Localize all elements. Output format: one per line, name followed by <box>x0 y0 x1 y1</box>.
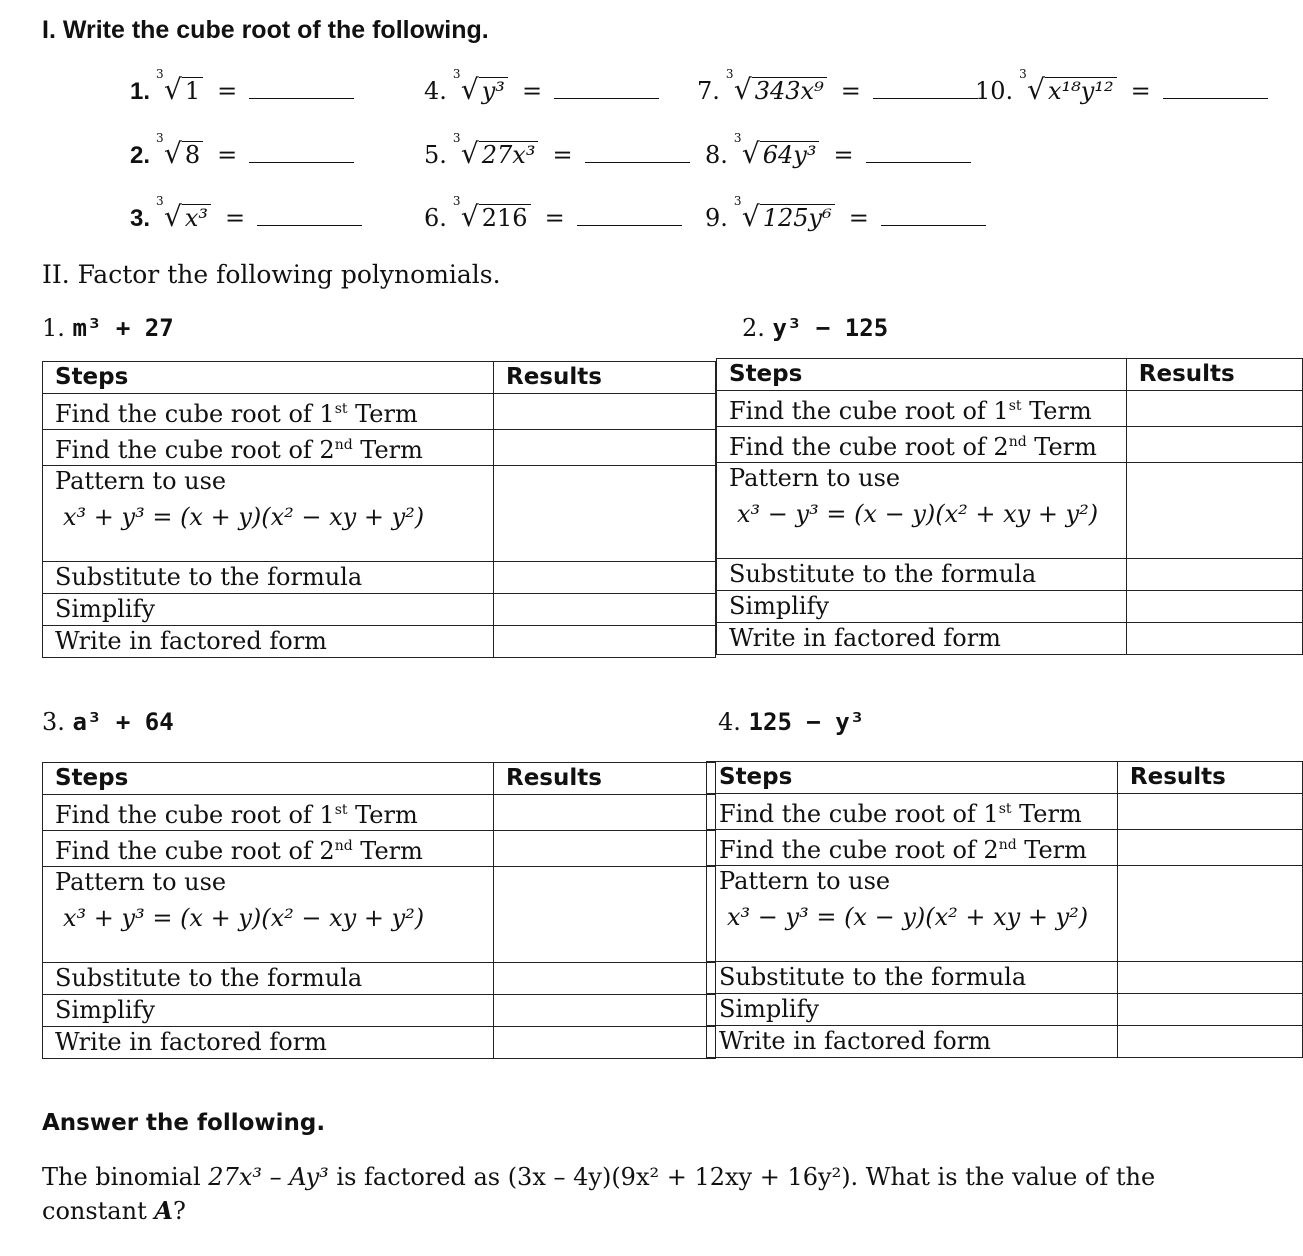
equals-sign: = <box>840 77 861 105</box>
result-cell[interactable] <box>1126 559 1302 591</box>
answer-blank[interactable] <box>585 140 690 163</box>
result-cell[interactable] <box>1117 1026 1302 1058</box>
item-number: 6. <box>424 204 447 232</box>
step-label: Write in factored form <box>729 624 1001 652</box>
result-cell[interactable] <box>1126 591 1302 623</box>
result-cell[interactable] <box>494 831 716 867</box>
equals-sign: = <box>848 204 869 232</box>
question-end: ? <box>172 1197 186 1225</box>
equals-sign: = <box>225 204 246 232</box>
step-label: Pattern to use <box>729 464 901 492</box>
equals-sign: = <box>217 141 238 169</box>
cube-root-item <box>697 67 978 106</box>
problem-number: 4. <box>718 708 741 736</box>
radicand: 216 <box>479 204 531 231</box>
steps-header: Steps <box>43 763 494 795</box>
problem-expression: m³ + 27 <box>72 314 174 342</box>
results-header: Results <box>494 763 716 795</box>
steps-table <box>42 361 716 658</box>
step-cell <box>717 591 1127 623</box>
problem-number: 3. <box>42 708 65 736</box>
answer-blank[interactable] <box>257 203 362 226</box>
step-label: Simplify <box>719 995 820 1023</box>
item-number: 5. <box>424 141 447 169</box>
problem-expression: a³ + 64 <box>72 708 174 736</box>
radical-index: 3 <box>725 67 734 81</box>
results-header: Results <box>1117 762 1302 794</box>
cube-root-item <box>424 67 659 106</box>
step-label: Substitute to the formula <box>55 563 363 591</box>
item-number: 1. <box>130 78 151 105</box>
answer-blank[interactable] <box>1163 76 1268 99</box>
answer-question <box>42 1160 1262 1228</box>
step-cell <box>43 995 494 1027</box>
radical-index: 3 <box>452 131 461 145</box>
answer-blank[interactable] <box>554 76 659 99</box>
cube-root-item <box>705 131 971 170</box>
steps-table <box>706 761 1303 1058</box>
step-label: Substitute to the formula <box>719 963 1027 991</box>
item-number: 7. <box>697 77 720 105</box>
step-cell <box>707 1026 1118 1058</box>
step-cell <box>717 623 1127 655</box>
result-cell[interactable] <box>1126 391 1302 427</box>
result-cell[interactable] <box>1117 994 1302 1026</box>
problem-title <box>742 314 888 342</box>
step-cell <box>43 562 494 594</box>
radical-index: 3 <box>156 194 164 208</box>
step-cell <box>43 963 494 995</box>
step-cell <box>717 559 1127 591</box>
answer-blank[interactable] <box>881 203 986 226</box>
step-cell: Find the cube root of 2nd Term <box>43 430 494 466</box>
radicand: x¹⁸y¹² <box>1045 77 1117 104</box>
answer-blank[interactable] <box>866 140 971 163</box>
step-label: Substitute to the formula <box>729 560 1037 588</box>
question-expression: 27x³ – Ay³ <box>208 1163 329 1191</box>
steps-header: Steps <box>717 359 1127 391</box>
step-label: Write in factored form <box>719 1027 991 1055</box>
radical-index: 3 <box>1019 67 1027 81</box>
item-number: 9. <box>705 204 728 232</box>
problem-title <box>42 314 174 342</box>
step-cell: Find the cube root of 2nd Term <box>707 830 1118 866</box>
step-cell <box>707 962 1118 994</box>
pattern-formula: x³ + y³ = (x + y)(x² − xy + y²) <box>63 904 425 932</box>
problem-number: 2. <box>742 314 765 342</box>
result-cell[interactable] <box>494 394 716 430</box>
pattern-formula: x³ − y³ = (x − y)(x² + xy + y²) <box>737 500 1099 528</box>
problem-expression: y³ − 125 <box>772 314 889 342</box>
radical-sign: 3 √ 27x³ <box>453 141 539 168</box>
cube-root-item <box>424 194 682 233</box>
equals-sign: = <box>833 141 854 169</box>
result-cell[interactable] <box>494 430 716 466</box>
result-cell[interactable] <box>1126 623 1302 655</box>
radical-index: 3 <box>452 194 461 208</box>
radicand: x³ <box>182 204 211 231</box>
radicand: 343x⁹ <box>752 77 827 104</box>
step-label: Simplify <box>55 996 156 1024</box>
steps-header: Steps <box>707 762 1118 794</box>
section-3-title: Answer the following. <box>42 1110 326 1136</box>
problem-number: 1. <box>42 314 65 342</box>
steps-table <box>42 762 716 1059</box>
radicand: y³ <box>479 77 508 104</box>
step-cell <box>43 867 494 963</box>
radical-index: 3 <box>156 131 164 145</box>
steps-table <box>716 358 1303 655</box>
item-number: 10. <box>975 77 1014 105</box>
result-cell[interactable] <box>494 963 716 995</box>
step-cell: Find the cube root of 1st Term <box>707 794 1118 830</box>
item-number: 8. <box>705 141 728 169</box>
item-number: 2. <box>130 142 151 169</box>
equals-sign: = <box>217 77 238 105</box>
step-cell <box>707 994 1118 1026</box>
radical-index: 3 <box>452 67 461 81</box>
step-label: Pattern to use <box>55 868 227 896</box>
results-header: Results <box>494 362 716 394</box>
question-constant: A <box>154 1196 173 1225</box>
result-cell[interactable] <box>1126 463 1302 559</box>
problem-expression: 125 − y³ <box>748 708 865 736</box>
result-cell[interactable] <box>1117 794 1302 830</box>
step-cell <box>43 466 494 562</box>
step-label: Pattern to use <box>719 867 891 895</box>
radical-sign: 3 √ 1 <box>156 77 203 104</box>
radical-sign: 3 √ y³ <box>453 77 508 104</box>
equals-sign: = <box>1130 77 1151 105</box>
radical-index: 3 <box>156 67 164 81</box>
result-cell[interactable] <box>494 466 716 562</box>
result-cell[interactable] <box>494 867 716 963</box>
equals-sign: = <box>521 77 543 105</box>
step-cell <box>43 1027 494 1059</box>
cube-root-item <box>130 194 362 233</box>
answer-blank[interactable] <box>249 140 354 163</box>
radicand: 125y⁶ <box>760 204 835 231</box>
item-number: 3. <box>130 205 151 232</box>
cube-root-item <box>424 131 690 170</box>
radical-index: 3 <box>733 194 742 208</box>
radicand: 8 <box>182 141 203 168</box>
cube-root-item <box>130 67 354 106</box>
result-cell[interactable] <box>494 995 716 1027</box>
result-cell[interactable] <box>1117 866 1302 962</box>
radicand: 1 <box>182 77 203 104</box>
radical-sign: 3 √ 216 <box>453 204 531 231</box>
equals-sign: = <box>552 141 573 169</box>
radical-sign: 3 √ x¹⁸y¹² <box>1019 77 1116 104</box>
radical-sign: 3 √ 8 <box>156 141 203 168</box>
radical-sign: 3 √ 125y⁶ <box>734 204 835 231</box>
step-cell <box>43 594 494 626</box>
problem-title <box>42 708 174 736</box>
result-cell[interactable] <box>494 594 716 626</box>
step-cell: Find the cube root of 2nd Term <box>717 427 1127 463</box>
result-cell[interactable] <box>494 626 716 658</box>
cube-root-item <box>705 194 986 233</box>
question-part-2: is factored as (3x – 4y)(9x² + 12xy + 16y²). What is the value of the constant <box>42 1163 1156 1225</box>
pattern-formula: x³ + y³ = (x + y)(x² − xy + y²) <box>63 503 425 531</box>
cube-root-item <box>975 67 1268 106</box>
step-label: Substitute to the formula <box>55 964 363 992</box>
step-cell <box>707 866 1118 962</box>
equals-sign: = <box>544 204 565 232</box>
item-number: 4. <box>424 77 447 105</box>
results-header: Results <box>1126 359 1302 391</box>
radical-index: 3 <box>733 131 742 145</box>
radical-sign: 3 √ 64y³ <box>734 141 820 168</box>
step-label: Simplify <box>55 595 156 623</box>
result-cell[interactable] <box>1126 427 1302 463</box>
step-cell: Find the cube root of 1st Term <box>717 391 1127 427</box>
radical-sign: 3 √ 343x⁹ <box>726 77 827 104</box>
step-cell <box>43 626 494 658</box>
steps-header: Steps <box>43 362 494 394</box>
step-cell: Find the cube root of 2nd Term <box>43 831 494 867</box>
answer-blank[interactable] <box>249 76 354 99</box>
result-cell[interactable] <box>494 562 716 594</box>
answer-blank[interactable] <box>577 203 682 226</box>
radicand: 64y³ <box>760 141 820 168</box>
section-1-title: I. Write the cube root of the following. <box>42 16 489 44</box>
step-cell <box>717 463 1127 559</box>
cube-root-item <box>130 131 354 170</box>
result-cell[interactable] <box>1117 962 1302 994</box>
answer-blank[interactable] <box>873 76 978 99</box>
result-cell[interactable] <box>1117 830 1302 866</box>
step-label: Write in factored form <box>55 1028 327 1056</box>
section-2-title: II. Factor the following polynomials. <box>42 260 501 289</box>
result-cell[interactable] <box>494 1027 716 1059</box>
radical-sign: 3 √ x³ <box>156 204 211 231</box>
step-cell: Find the cube root of 1st Term <box>43 795 494 831</box>
pattern-formula: x³ − y³ = (x − y)(x² + xy + y²) <box>727 903 1089 931</box>
problem-title <box>718 708 864 736</box>
step-label: Simplify <box>729 592 830 620</box>
step-cell: Find the cube root of 1st Term <box>43 394 494 430</box>
result-cell[interactable] <box>494 795 716 831</box>
radicand: 27x³ <box>479 141 539 168</box>
step-label: Pattern to use <box>55 467 227 495</box>
step-label: Write in factored form <box>55 627 327 655</box>
question-part-1: The binomial <box>42 1163 209 1191</box>
